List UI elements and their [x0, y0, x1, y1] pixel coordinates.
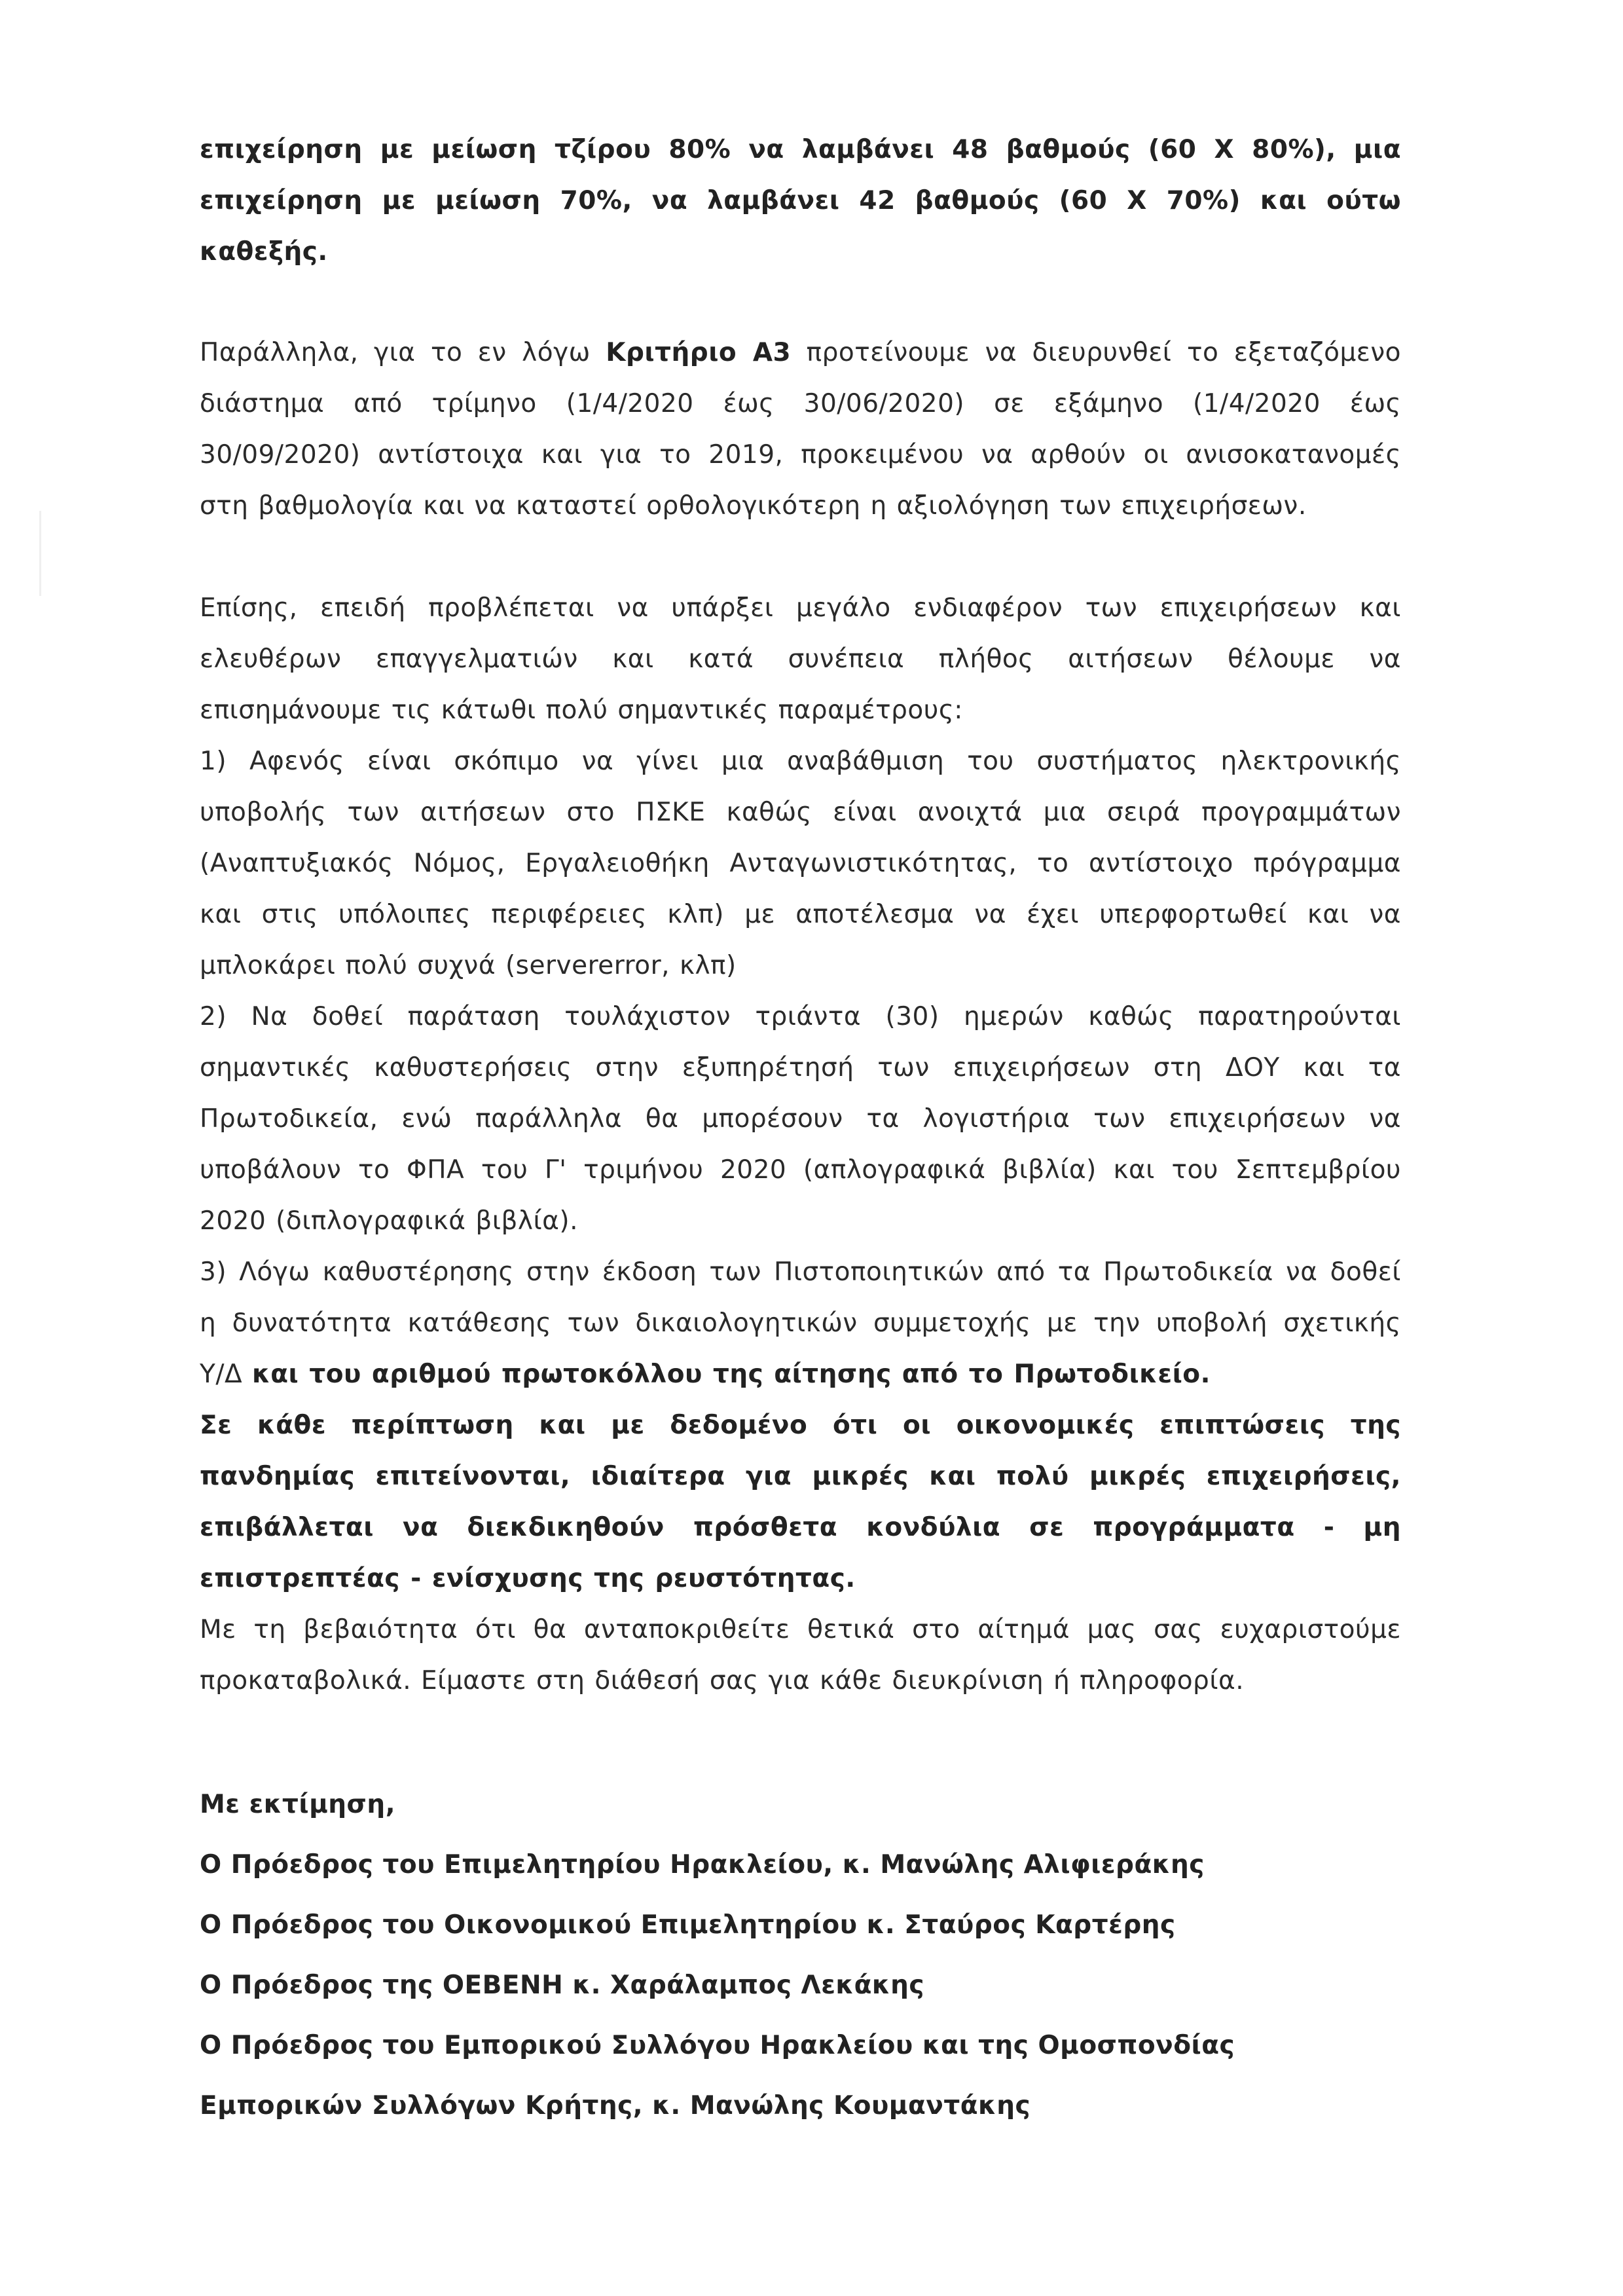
numbered-point-1: 1) Αφενός είναι σκόπιμο να γίνει μια αναβάθμιση του συστήματος ηλεκτρονικής: [200, 747, 1401, 776]
signature-block: [200, 1775, 1401, 2136]
emphasis-line: πανδημίας επιτείνονται, ιδιαίτερα για μικρές και πολύ μικρές επιχειρήσεις,: [200, 1462, 1401, 1491]
paragraph-line: ελευθέρων επαγγελματιών και κατά συνέπεια πλήθος αιτήσεων θέλουμε να: [200, 644, 1401, 674]
signatory-line: Ο Πρόεδρος του Εμπορικού Συλλόγου Ηρακλείου και της Ομοσπονδίας: [200, 2031, 1235, 2060]
paragraph-line: και στις υπόλοιπες περιφέρειες κλπ) με αποτέλεσμα να έχει υπερφορτωθεί και να: [200, 900, 1401, 929]
paragraph-line: Πρωτοδικεία, ενώ παράλληλα θα μπορέσουν τα λογιστήρια των επιχειρήσεων να: [200, 1104, 1401, 1134]
paragraph-line: [200, 327, 1401, 379]
criterion-a3-paragraph: [200, 327, 1401, 532]
closing-line: Με τη βεβαιότητα ότι θα ανταποκριθείτε θετικά στο αίτημά μας σας ευχαριστούμε: [200, 1615, 1401, 1644]
paragraph-line: [200, 1349, 1401, 1400]
signature-greeting: Με εκτίμηση,: [200, 1790, 396, 1819]
paragraph-line: σημαντικές καθυστερήσεις στην εξυπηρέτησή των επιχειρήσεων στη ΔΟΥ και τα: [200, 1053, 1401, 1083]
paragraph-line: επισημάνουμε τις κάτωθι πολύ σημαντικές παραμέτρους:: [200, 695, 963, 725]
signatory-line: Ο Πρόεδρος της ΟΕΒΕΝΗ κ. Χαράλαμπος Λεκάκης: [200, 1971, 925, 2000]
intro-paragraph: [200, 124, 1401, 278]
paragraph-line: Επίσης, επειδή προβλέπεται να υπάρξει μεγάλο ενδιαφέρον των επιχειρήσεων και: [200, 593, 1401, 623]
paragraph-line: υποβάλουν το ΦΠΑ του Γ' τριμήνου 2020 (απλογραφικά βιβλία) και του Σεπτεμβρίου: [200, 1155, 1401, 1185]
text-run: προτείνουμε να διευρυνθεί το εξεταζόμενο: [791, 338, 1401, 367]
paragraph-line: στη βαθμολογία και να καταστεί ορθολογικότερη η αξιολόγηση των επιχειρήσεων.: [200, 491, 1307, 521]
paragraph-line: η δυνατότητα κατάθεσης των δικαιολογητικών συμμετοχής με την υποβολή σχετικής: [200, 1308, 1401, 1338]
text-run: Υ/Δ: [200, 1360, 253, 1389]
text-run: Παράλληλα, για το εν λόγω: [200, 338, 606, 367]
signatory-line: Εμπορικών Συλλόγων Κρήτης, κ. Μανώλης Κουμαντάκης: [200, 2091, 1031, 2120]
intro-line: καθεξής.: [200, 237, 328, 267]
intro-line: επιχείρηση με μείωση τζίρου 80% να λαμβάνει 48 βαθμούς (60 Χ 80%), μια: [200, 135, 1401, 164]
signatory-line: Ο Πρόεδρος του Οικονομικού Επιμελητηρίου κ. Σταύρος Καρτέρης: [200, 1910, 1176, 1940]
main-paragraph: [200, 583, 1401, 1707]
scan-artifact: [39, 511, 41, 596]
emphasis-line: επιστρεπτέας - ενίσχυσης της ρευστότητας.: [200, 1564, 856, 1593]
intro-line: επιχείρηση με μείωση 70%, να λαμβάνει 42 βαθμούς (60 Χ 70%) και ούτω: [200, 186, 1401, 215]
criterion-label: Κριτήριο Α3: [606, 338, 792, 367]
paragraph-line: (Αναπτυξιακός Νόμος, Εργαλειοθήκη Ανταγωνιστικότητας, το αντίστοιχο πρόγραμμα: [200, 849, 1401, 878]
paragraph-line: 30/09/2020) αντίστοιχα και για το 2019, προκειμένου να αρθούν οι ανισοκατανομές: [200, 440, 1401, 470]
numbered-point-2: 2) Να δοθεί παράταση τουλάχιστον τριάντα (30) ημερών καθώς παρατηρούνται: [200, 1002, 1401, 1031]
paragraph-line: υποβολής των αιτήσεων στο ΠΣΚΕ καθώς είναι ανοιχτά μια σειρά προγραμμάτων: [200, 798, 1401, 827]
paragraph-line: 2020 (διπλογραφικά βιβλία).: [200, 1206, 578, 1236]
emphasis-line: επιβάλλεται να διεκδικηθούν πρόσθετα κονδύλια σε προγράμματα - μη: [200, 1513, 1401, 1542]
signatory-line: Ο Πρόεδρος του Επιμελητηρίου Ηρακλείου, κ. Μανώλης Αλιφιεράκης: [200, 1850, 1205, 1879]
paragraph-line: μπλοκάρει πολύ συχνά (servererror, κλπ): [200, 951, 737, 980]
emphasis-line: Σε κάθε περίπτωση και με δεδομένο ότι οι οικονομικές επιπτώσεις της: [200, 1411, 1401, 1440]
bold-text-run: και του αριθμού πρωτοκόλλου της αίτησης από το Πρωτοδικείο.: [252, 1360, 1211, 1389]
closing-line: προκαταβολικά. Είμαστε στη διάθεσή σας για κάθε διευκρίνιση ή πληροφορία.: [200, 1666, 1245, 1695]
numbered-point-3: 3) Λόγω καθυστέρησης στην έκδοση των Πιστοποιητικών από τα Πρωτοδικεία να δοθεί: [200, 1257, 1401, 1287]
paragraph-line: διάστημα από τρίμηνο (1/4/2020 έως 30/06/2020) σε εξάμηνο (1/4/2020 έως: [200, 389, 1401, 418]
